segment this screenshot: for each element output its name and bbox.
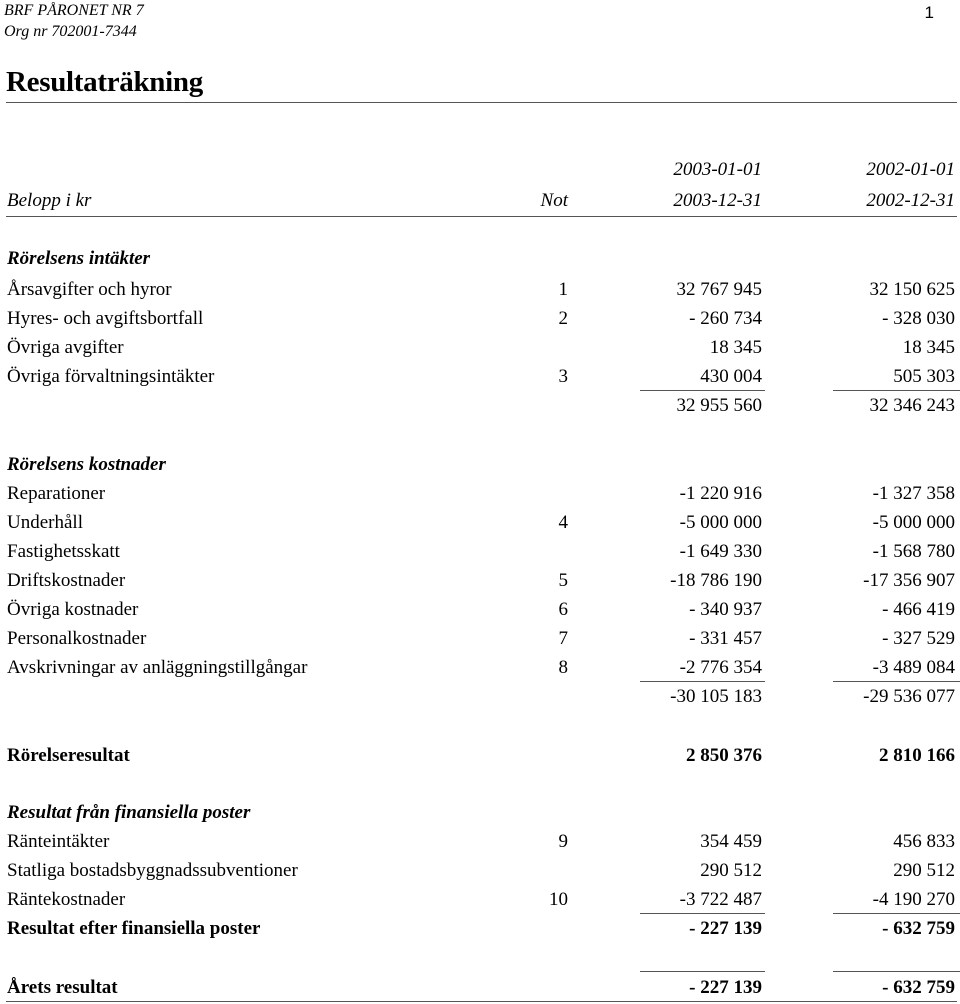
row-value-2002: 456 833 <box>893 831 955 852</box>
row-value-2003: 2 850 376 <box>686 745 762 766</box>
subtotal-rule-2003 <box>640 390 765 391</box>
row-note: 9 <box>558 831 568 852</box>
row-label: Räntekostnader <box>7 889 126 910</box>
row-note: 7 <box>558 628 568 649</box>
operating-result-row <box>0 742 960 770</box>
row-note: 3 <box>558 366 568 387</box>
row-value-2002: 290 512 <box>893 860 955 881</box>
row-value-2002: - 466 419 <box>882 599 955 620</box>
row-value-2002: 32 150 625 <box>869 279 955 300</box>
row-value-2003: 354 459 <box>700 831 762 852</box>
section-heading-financial <box>0 799 960 827</box>
row-label: Rörelseresultat <box>7 745 130 766</box>
year-result-row <box>0 974 960 1002</box>
table-row <box>0 538 960 566</box>
row-value-2002: - 327 529 <box>882 628 955 649</box>
row-value-2002: -4 190 270 <box>872 889 955 910</box>
table-row <box>0 567 960 595</box>
row-label: Hyres- och avgiftsbortfall <box>7 308 204 329</box>
row-value-2003: - 260 734 <box>689 308 762 329</box>
row-value-2003: - 340 937 <box>689 599 762 620</box>
row-value-2003: 18 345 <box>709 337 762 358</box>
row-label: Övriga avgifter <box>7 337 124 358</box>
row-label: Reparationer <box>7 483 106 504</box>
row-label: Årets resultat <box>7 977 118 998</box>
total-rule-2002 <box>833 971 960 972</box>
row-value-2002: -1 327 358 <box>872 483 955 504</box>
column-header-row <box>0 187 960 215</box>
table-row <box>0 363 960 391</box>
row-label: Personalkostnader <box>7 628 147 649</box>
row-label: Statliga bostadsbyggnadssubventioner <box>7 860 298 881</box>
row-note: 1 <box>558 279 568 300</box>
table-row <box>0 509 960 537</box>
row-note: 10 <box>549 889 568 910</box>
row-label: Fastighetsskatt <box>7 541 120 562</box>
row-value-2003: 290 512 <box>700 860 762 881</box>
row-value-2003: - 227 139 <box>689 977 762 998</box>
row-value-2003: 430 004 <box>700 366 762 387</box>
table-row <box>0 886 960 914</box>
subtotal-rule-2003 <box>640 913 765 914</box>
row-value-2002: - 328 030 <box>882 308 955 329</box>
row-note: 4 <box>558 512 568 533</box>
period-2003-start: 2003-01-01 <box>673 159 762 180</box>
page-number: 1 <box>924 3 934 22</box>
note-column-label: Not <box>540 190 568 211</box>
row-value-2002: -17 356 907 <box>863 570 955 591</box>
row-value-2003: -3 722 487 <box>679 889 762 910</box>
row-label: Övriga kostnader <box>7 599 139 620</box>
row-note: 6 <box>558 599 568 620</box>
row-value-2003: 32 767 945 <box>676 279 762 300</box>
row-label: Övriga förvaltningsintäkter <box>7 366 215 387</box>
period-2002-end: 2002-12-31 <box>866 190 955 211</box>
period-2003-end: 2003-12-31 <box>673 190 762 211</box>
table-row <box>0 654 960 682</box>
title-divider <box>6 102 957 103</box>
row-value-2002: -3 489 084 <box>872 657 955 678</box>
income-subtotal-row <box>0 392 960 420</box>
costs-subtotal-row <box>0 683 960 711</box>
section-label: Rörelsens kostnader <box>7 454 166 475</box>
costs-total-2002: -29 536 077 <box>863 686 955 707</box>
period-2002-start: 2002-01-01 <box>866 159 955 180</box>
section-label: Rörelsens intäkter <box>7 248 151 269</box>
subtotal-rule-2003 <box>640 681 765 682</box>
organization-name: BRF PÅRONET NR 7 <box>4 2 144 19</box>
total-rule-2003 <box>640 971 765 972</box>
row-value-2003: -5 000 000 <box>679 512 762 533</box>
row-value-2002: 505 303 <box>893 366 955 387</box>
row-label: Årsavgifter och hyror <box>7 279 172 300</box>
row-note: 2 <box>558 308 568 329</box>
section-heading-income <box>0 245 960 273</box>
subtotal-rule-2002 <box>833 681 960 682</box>
subtotal-rule-2002 <box>833 913 960 914</box>
row-value-2003: - 227 139 <box>689 918 762 939</box>
income-total-2002: 32 346 243 <box>869 395 955 416</box>
row-label: Underhåll <box>7 512 83 533</box>
row-label: Driftskostnader <box>7 570 126 591</box>
table-row <box>0 334 960 362</box>
income-total-2003: 32 955 560 <box>676 395 762 416</box>
row-value-2002: - 632 759 <box>882 977 955 998</box>
row-note: 5 <box>558 570 568 591</box>
table-row <box>0 480 960 508</box>
table-row <box>0 305 960 333</box>
row-value-2002: - 632 759 <box>882 918 955 939</box>
table-row <box>0 596 960 624</box>
row-value-2003: -2 776 354 <box>679 657 762 678</box>
costs-total-2003: -30 105 183 <box>670 686 762 707</box>
row-value-2002: -5 000 000 <box>872 512 955 533</box>
section-heading-costs <box>0 451 960 479</box>
row-label: Resultat efter finansiella poster <box>7 918 261 939</box>
row-value-2003: -1 649 330 <box>679 541 762 562</box>
table-row <box>0 276 960 304</box>
row-value-2002: 18 345 <box>902 337 955 358</box>
row-label: Ränteintäkter <box>7 831 110 852</box>
row-note: 8 <box>558 657 568 678</box>
row-label: Avskrivningar av anläggningstillgångar <box>7 657 308 678</box>
row-value-2003: -1 220 916 <box>679 483 762 504</box>
subtotal-rule-2002 <box>833 390 960 391</box>
table-row <box>0 625 960 653</box>
result-after-financial-row <box>0 915 960 943</box>
column-header-periods-start <box>0 156 960 184</box>
row-value-2002: 2 810 166 <box>879 745 955 766</box>
table-row <box>0 857 960 885</box>
table-row <box>0 828 960 856</box>
column-header-divider <box>6 216 957 217</box>
row-value-2003: -18 786 190 <box>670 570 762 591</box>
section-label: Resultat från finansiella poster <box>7 802 251 823</box>
row-value-2002: -1 568 780 <box>872 541 955 562</box>
amount-unit-label: Belopp i kr <box>7 190 92 211</box>
bottom-divider <box>6 1001 957 1002</box>
page-title: Resultaträkning <box>6 66 203 98</box>
row-value-2003: - 331 457 <box>689 628 762 649</box>
organization-number: Org nr 702001-7344 <box>4 23 137 40</box>
